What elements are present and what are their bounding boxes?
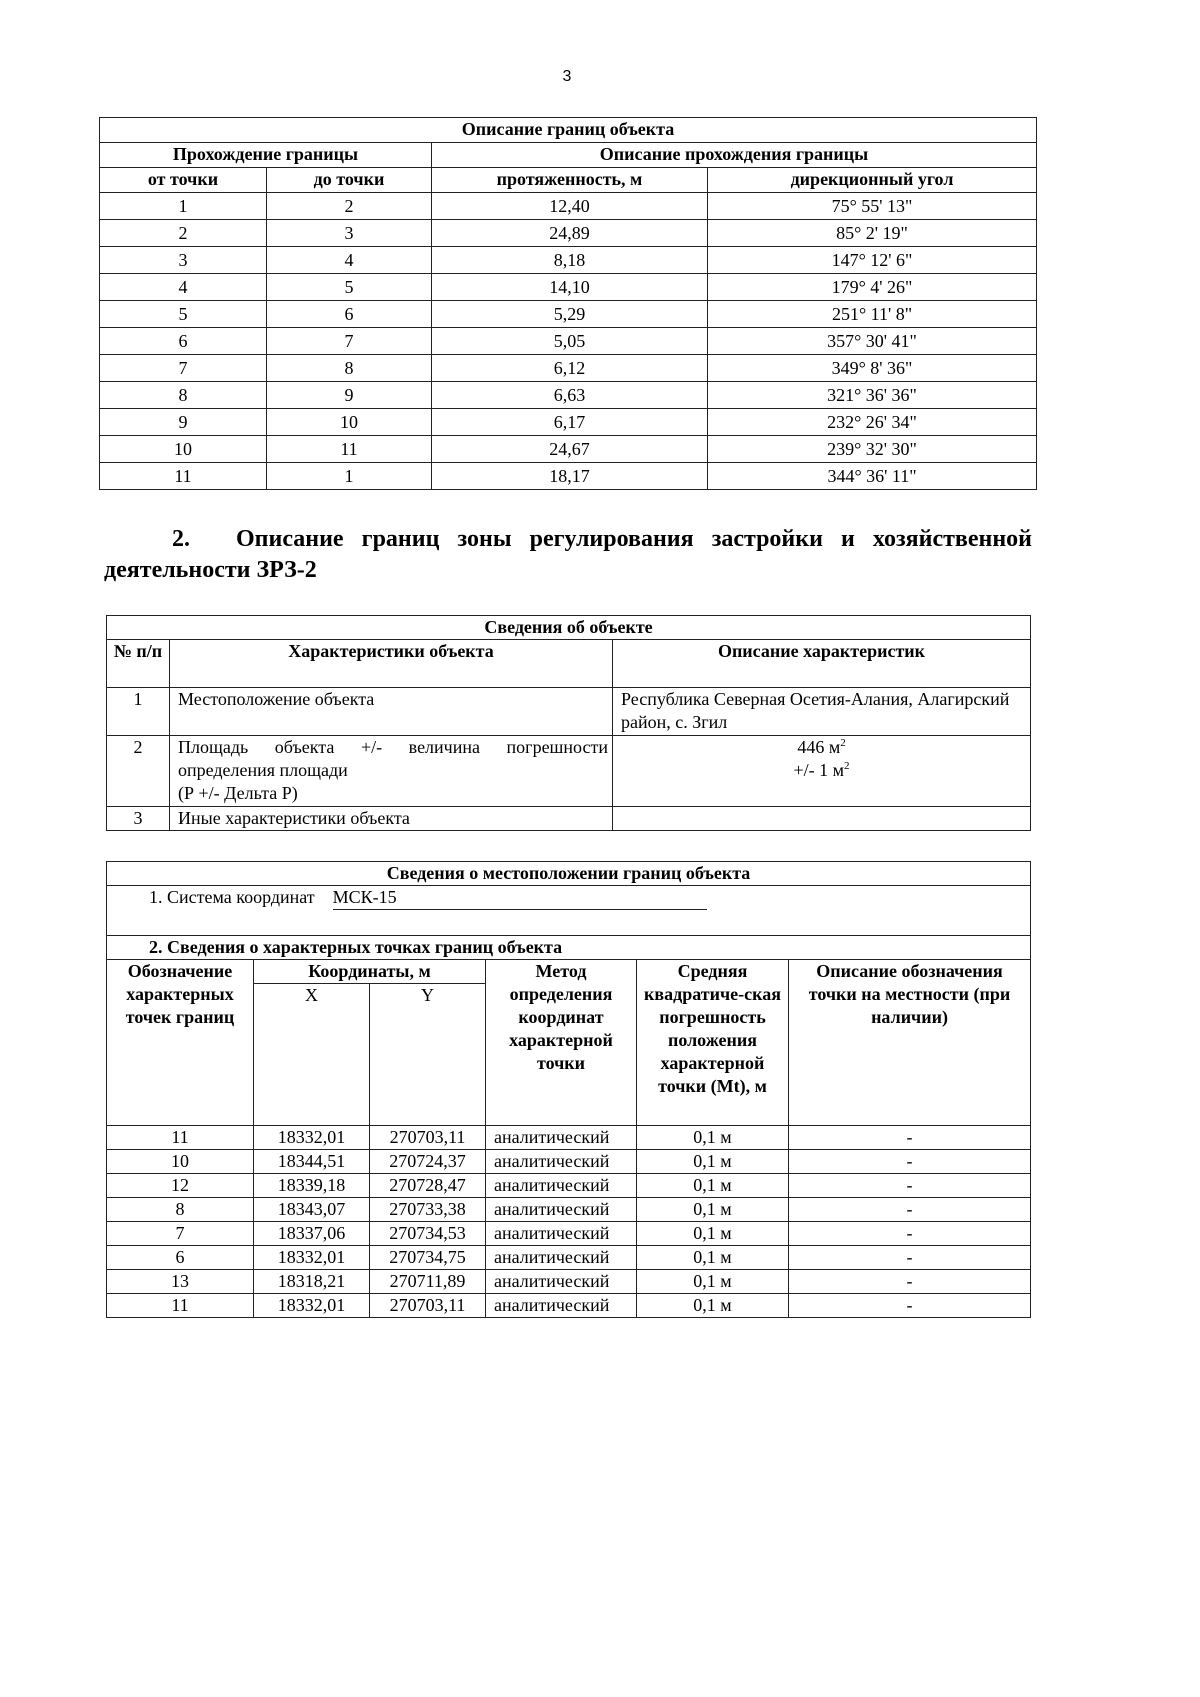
bearing: 344° 36' 11"	[708, 463, 1037, 490]
bearing: 357° 30' 41"	[708, 328, 1037, 355]
table-row	[100, 247, 1037, 274]
from-point: 5	[100, 301, 267, 328]
characteristic-value	[613, 736, 1031, 807]
point-description: -	[789, 1270, 1031, 1294]
superscript: 2	[844, 760, 850, 772]
table-row	[100, 328, 1037, 355]
point-description: -	[789, 1126, 1031, 1150]
coord-y: 270703,11	[370, 1126, 486, 1150]
to-point: 2	[267, 193, 432, 220]
table-row	[100, 274, 1037, 301]
table-title: Описание границ объекта	[100, 118, 1037, 143]
from-point: 7	[100, 355, 267, 382]
table-row	[107, 1174, 1031, 1198]
length: 12,40	[432, 193, 708, 220]
area-formula: (Р +/- Дельта Р)	[178, 783, 298, 803]
bearing: 349° 8' 36"	[708, 355, 1037, 382]
column-header: Обозначение характерных точек границ	[107, 960, 254, 1126]
subsection-title: 2. Сведения о характерных точках границ объекта	[107, 936, 1031, 960]
from-point: 4	[100, 274, 267, 301]
method: аналитический	[486, 1150, 637, 1174]
to-point: 3	[267, 220, 432, 247]
error: 0,1 м	[637, 1198, 789, 1222]
coord-y: 270711,89	[370, 1270, 486, 1294]
length: 14,10	[432, 274, 708, 301]
superscript: 2	[840, 737, 846, 749]
column-header: Метод определения координат характерной точки	[486, 960, 637, 1126]
table-row	[100, 355, 1037, 382]
coord-y: 270728,47	[370, 1174, 486, 1198]
to-point: 11	[267, 436, 432, 463]
column-header: Описание характеристик	[613, 640, 1031, 688]
column-header: Y	[370, 984, 486, 1126]
section-heading	[104, 524, 1032, 586]
table-row	[107, 1270, 1031, 1294]
coord-x: 18343,07	[254, 1198, 370, 1222]
area-value: 446 м	[797, 737, 841, 757]
table-row	[107, 1198, 1031, 1222]
point-id: 13	[107, 1270, 254, 1294]
coord-x: 18332,01	[254, 1294, 370, 1318]
error: 0,1 м	[637, 1150, 789, 1174]
table-title: Сведения о местоположении границ объекта	[107, 862, 1031, 886]
length: 6,63	[432, 382, 708, 409]
characteristic-name	[170, 736, 613, 807]
to-point: 5	[267, 274, 432, 301]
row-number: 3	[107, 807, 170, 831]
point-description: -	[789, 1150, 1031, 1174]
section-title: Описание границ зоны регулирования застройки и хозяйственной деятельности ЗРЗ-2	[104, 526, 1032, 583]
column-header: протяженность, м	[432, 168, 708, 193]
length: 18,17	[432, 463, 708, 490]
coord-x: 18332,01	[254, 1126, 370, 1150]
table-row	[107, 1294, 1031, 1318]
to-point: 9	[267, 382, 432, 409]
length: 6,12	[432, 355, 708, 382]
point-description: -	[789, 1294, 1031, 1318]
from-point: 10	[100, 436, 267, 463]
table-row	[107, 1126, 1031, 1150]
length: 6,17	[432, 409, 708, 436]
length: 24,89	[432, 220, 708, 247]
table-row	[100, 436, 1037, 463]
length: 8,18	[432, 247, 708, 274]
length: 24,67	[432, 436, 708, 463]
to-point: 10	[267, 409, 432, 436]
point-id: 6	[107, 1246, 254, 1270]
to-point: 1	[267, 463, 432, 490]
coord-x: 18339,18	[254, 1174, 370, 1198]
object-info-table	[106, 615, 1031, 831]
error: 0,1 м	[637, 1174, 789, 1198]
coord-y: 270733,38	[370, 1198, 486, 1222]
bearing: 232° 26' 34"	[708, 409, 1037, 436]
table-row	[100, 220, 1037, 247]
point-id: 8	[107, 1198, 254, 1222]
table-row	[107, 1246, 1031, 1270]
point-id: 11	[107, 1294, 254, 1318]
point-id: 12	[107, 1174, 254, 1198]
table-row	[107, 1150, 1031, 1174]
from-point: 2	[100, 220, 267, 247]
table-row	[100, 382, 1037, 409]
bearing: 85° 2' 19"	[708, 220, 1037, 247]
error: 0,1 м	[637, 1246, 789, 1270]
from-point: 6	[100, 328, 267, 355]
coord-x: 18337,06	[254, 1222, 370, 1246]
table-row	[107, 807, 1031, 831]
column-header: до точки	[267, 168, 432, 193]
area-error: +/- 1 м	[793, 760, 845, 780]
table-row	[107, 688, 1031, 736]
method: аналитический	[486, 1246, 637, 1270]
column-header: Характеристики объекта	[170, 640, 613, 688]
point-description: -	[789, 1222, 1031, 1246]
coord-y: 270734,75	[370, 1246, 486, 1270]
characteristic-value: Республика Северная Осетия-Алания, Алагирский район, с. Згил	[613, 688, 1031, 736]
to-point: 6	[267, 301, 432, 328]
from-point: 9	[100, 409, 267, 436]
bearing: 75° 55' 13"	[708, 193, 1037, 220]
bearing: 321° 36' 36"	[708, 382, 1037, 409]
method: аналитический	[486, 1270, 637, 1294]
to-point: 4	[267, 247, 432, 274]
coordinate-system-value: МСК-15	[333, 886, 707, 910]
column-header: Координаты, м	[254, 960, 486, 984]
table-row	[100, 193, 1037, 220]
column-header: Описание обозначения точки на местности (при наличии)	[789, 960, 1031, 1126]
method: аналитический	[486, 1198, 637, 1222]
coord-y: 270734,53	[370, 1222, 486, 1246]
error: 0,1 м	[637, 1270, 789, 1294]
bearing: 147° 12' 6"	[708, 247, 1037, 274]
boundary-points-table	[106, 861, 1031, 1318]
section-number: 2.	[172, 526, 190, 552]
point-description: -	[789, 1198, 1031, 1222]
row-number: 1	[107, 688, 170, 736]
table-row	[100, 301, 1037, 328]
page-number: 3	[562, 68, 572, 85]
length: 5,29	[432, 301, 708, 328]
characteristic-name: Местоположение объекта	[170, 688, 613, 736]
table-title: Сведения об объекте	[107, 616, 1031, 640]
area-label: Площадь объекта +/- величина погрешности определения площади	[178, 737, 608, 780]
length: 5,05	[432, 328, 708, 355]
error: 0,1 м	[637, 1126, 789, 1150]
point-id: 10	[107, 1150, 254, 1174]
table-row	[107, 736, 1031, 807]
column-header: от точки	[100, 168, 267, 193]
characteristic-name: Иные характеристики объекта	[170, 807, 613, 831]
column-header: Средняя квадратиче-ская погрешность положения характерной точки (Mt), м	[637, 960, 789, 1126]
point-id: 7	[107, 1222, 254, 1246]
table-row	[100, 409, 1037, 436]
coord-x: 18344,51	[254, 1150, 370, 1174]
bearing: 251° 11' 8"	[708, 301, 1037, 328]
point-description: -	[789, 1246, 1031, 1270]
row-number: 2	[107, 736, 170, 807]
coordinate-system-label: 1. Система координат	[149, 887, 315, 907]
coord-x: 18332,01	[254, 1246, 370, 1270]
method: аналитический	[486, 1174, 637, 1198]
coordinate-system-row	[107, 886, 1031, 936]
column-header: № п/п	[107, 640, 170, 688]
bearing: 239° 32' 30"	[708, 436, 1037, 463]
point-id: 11	[107, 1126, 254, 1150]
from-point: 1	[100, 193, 267, 220]
method: аналитический	[486, 1126, 637, 1150]
bearing: 179° 4' 26"	[708, 274, 1037, 301]
method: аналитический	[486, 1222, 637, 1246]
boundary-description-table	[99, 117, 1037, 490]
error: 0,1 м	[637, 1294, 789, 1318]
from-point: 11	[100, 463, 267, 490]
group-header: Описание прохождения границы	[432, 143, 1037, 168]
table-row	[107, 1222, 1031, 1246]
column-header: дирекционный угол	[708, 168, 1037, 193]
from-point: 3	[100, 247, 267, 274]
table-row	[100, 463, 1037, 490]
error: 0,1 м	[637, 1222, 789, 1246]
coord-y: 270724,37	[370, 1150, 486, 1174]
to-point: 8	[267, 355, 432, 382]
from-point: 8	[100, 382, 267, 409]
coord-x: 18318,21	[254, 1270, 370, 1294]
to-point: 7	[267, 328, 432, 355]
method: аналитический	[486, 1294, 637, 1318]
coord-y: 270703,11	[370, 1294, 486, 1318]
column-header: X	[254, 984, 370, 1126]
characteristic-value	[613, 807, 1031, 831]
group-header: Прохождение границы	[100, 143, 432, 168]
point-description: -	[789, 1174, 1031, 1198]
